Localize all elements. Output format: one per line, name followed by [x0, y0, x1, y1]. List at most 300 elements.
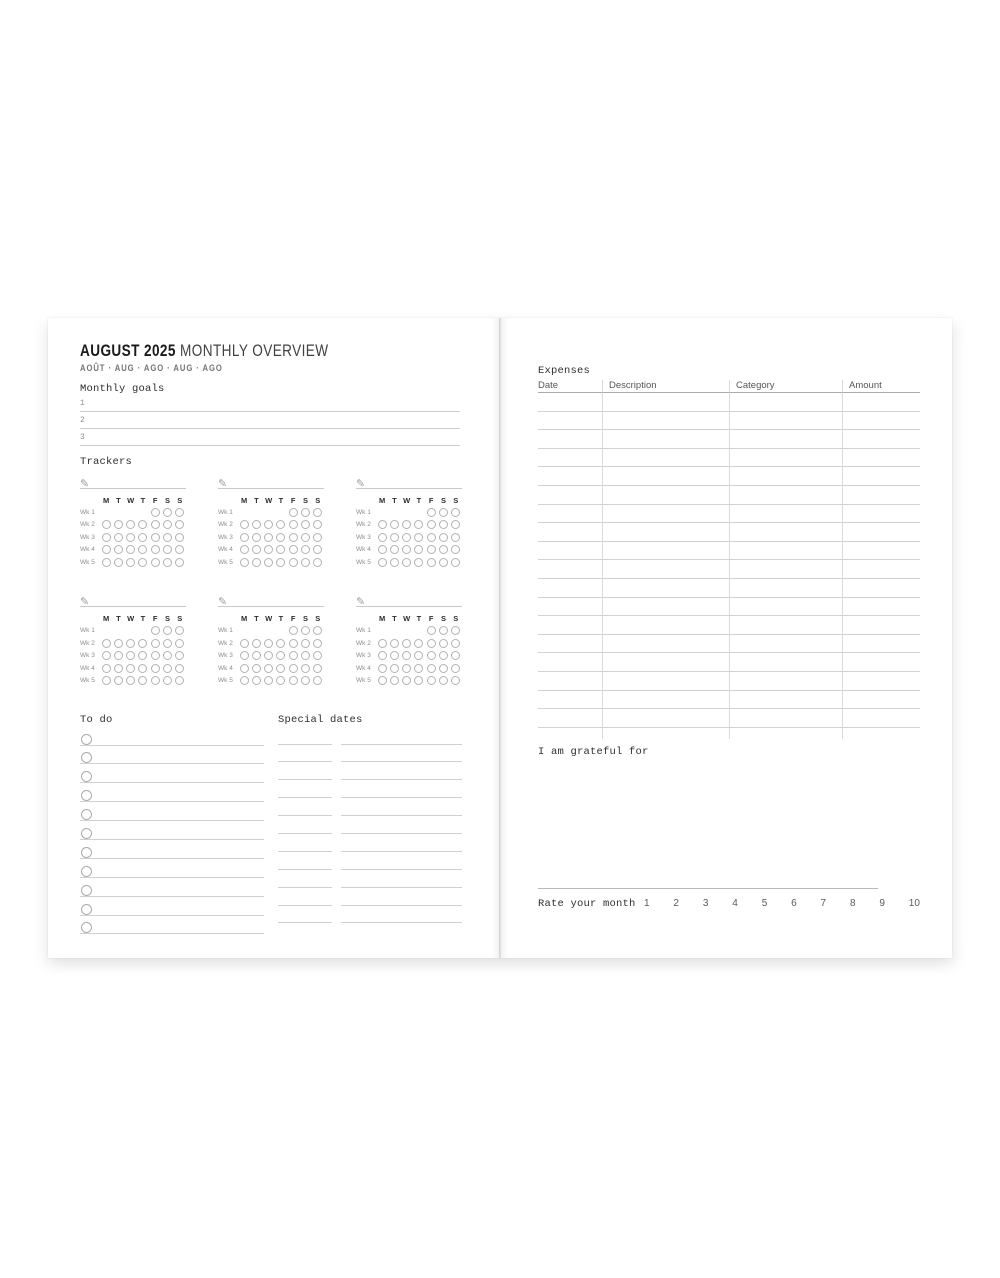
tracker-block [356, 592, 462, 686]
tracker-day-cell [275, 664, 287, 673]
special-dates-rows [278, 727, 462, 924]
tracker-week-row [80, 556, 186, 568]
tracker-day-cell [437, 626, 449, 635]
week-label: Wk 4 [80, 664, 95, 672]
rate-number: 4 [732, 897, 738, 909]
expenses-cell [538, 542, 602, 561]
tracker-circle [114, 545, 123, 554]
tracker-day-cell [425, 520, 437, 529]
tracker-circle [390, 676, 399, 685]
tracker-day-cell [112, 545, 124, 554]
todo-checkbox-circle [81, 752, 92, 763]
tracker-circle [175, 651, 184, 660]
day-header: M [241, 495, 248, 505]
rate-row [538, 898, 920, 910]
tracker-circle [301, 508, 310, 517]
tracker-circle [114, 558, 123, 567]
expenses-cell [538, 430, 602, 449]
tracker-circle [264, 664, 273, 673]
tracker-day-cell [450, 508, 462, 517]
tracker-circle [402, 651, 411, 660]
tracker-day-cell [425, 558, 437, 567]
rate-number: 3 [702, 897, 709, 909]
day-header: T [278, 614, 284, 624]
tracker-day-cell [437, 520, 449, 529]
tracker-circle [390, 520, 399, 529]
todo-row [80, 916, 264, 935]
expenses-cell [538, 653, 602, 672]
todo-checkbox-circle [81, 847, 92, 858]
tracker-circle [151, 639, 160, 648]
special-date-date-line [278, 834, 332, 852]
tracker-day-cell [437, 639, 449, 648]
tracker-day-cell [437, 651, 449, 660]
tracker-day-cell [161, 545, 173, 554]
tracker-circle [289, 651, 298, 660]
tracker-day-cell [450, 664, 462, 673]
day-header: S [440, 614, 446, 624]
tracker-day-cell [450, 533, 462, 542]
rate-your-month-section [538, 888, 920, 910]
tracker-day-cell [287, 508, 299, 517]
tracker-circle [390, 664, 399, 673]
tracker-circle [151, 533, 160, 542]
tracker-day-cell [275, 558, 287, 567]
tracker-circle [138, 520, 147, 529]
expenses-column-header: Amount [842, 380, 920, 393]
tracker-day-cell [312, 508, 324, 517]
tracker-circle [163, 545, 172, 554]
tracker-circle [313, 626, 322, 635]
tracker-circle [390, 639, 399, 648]
monthly-goal-line: 3 [80, 429, 460, 446]
tracker-day-cell [125, 520, 137, 529]
tracker-circle [126, 639, 135, 648]
tracker-day-cell [425, 533, 437, 542]
expenses-cell [538, 486, 602, 505]
tracker-circle [126, 676, 135, 685]
pencil-icon: ✎ [356, 595, 366, 609]
tracker-week-row [80, 519, 186, 531]
tracker-day-cell [100, 545, 112, 554]
tracker-circle [163, 639, 172, 648]
pencil-icon: ✎ [218, 477, 228, 490]
week-label: Wk 5 [356, 676, 371, 684]
day-header: W [127, 614, 135, 624]
monthly-goals-label: Monthly goals [80, 383, 165, 395]
tracker-circle [427, 664, 436, 673]
tracker-circle [126, 520, 135, 529]
day-header: S [302, 495, 308, 505]
tracker-name-line [356, 592, 462, 607]
special-date-date-line [278, 780, 332, 798]
week-label: Wk 5 [218, 558, 233, 566]
tracker-day-cell [250, 545, 262, 554]
tracker-circle [451, 651, 460, 660]
todo-checkbox-circle [81, 790, 92, 801]
tracker-week-row [356, 674, 462, 686]
day-header: W [403, 614, 411, 624]
tracker-day-cell [425, 664, 437, 673]
tracker-day-cell [450, 676, 462, 685]
tracker-week-row [356, 625, 462, 637]
tracker-day-cell [287, 558, 299, 567]
day-header: T [278, 495, 284, 505]
tracker-grid [80, 474, 462, 687]
tracker-day-cell [450, 558, 462, 567]
tracker-circle [427, 651, 436, 660]
tracker-circle [276, 676, 285, 685]
todo-checkbox-circle [81, 809, 92, 820]
expenses-column-header: Category [729, 380, 842, 393]
tracker-block [218, 474, 324, 568]
expenses-cell [842, 449, 920, 468]
expenses-cell [538, 467, 602, 486]
tracker-day-cell [161, 676, 173, 685]
expenses-cell [729, 616, 842, 635]
tracker-week-row [218, 674, 324, 686]
tracker-day-cell [174, 508, 186, 517]
tracker-day-cell [425, 639, 437, 648]
tracker-name-line [218, 474, 324, 489]
tracker-name-line [80, 592, 186, 607]
tracker-circle [439, 508, 448, 517]
expenses-cell [538, 449, 602, 468]
rate-number: 2 [673, 897, 679, 909]
tracker-circle [427, 545, 436, 554]
tracker-circle [138, 639, 147, 648]
tracker-circle [175, 664, 184, 673]
monthly-goal-line: 2 [80, 412, 460, 429]
rate-divider-line [538, 888, 878, 889]
expenses-cell [538, 523, 602, 542]
expenses-cell [729, 542, 842, 561]
tracker-day-cell [413, 639, 425, 648]
tracker-day-cell [149, 545, 161, 554]
todo-checkbox-circle [81, 866, 92, 877]
tracker-day-cell [137, 533, 149, 542]
expenses-cell [729, 393, 842, 412]
tracker-circle [414, 651, 423, 660]
week-label: Wk 1 [80, 627, 95, 635]
tracker-circle [163, 626, 172, 635]
tracker-day-cell [174, 639, 186, 648]
rate-number: 9 [879, 897, 885, 909]
day-header: F [428, 495, 434, 505]
expenses-cell [602, 709, 729, 728]
tracker-circle [276, 545, 285, 554]
todo-row [80, 727, 264, 746]
tracker-day-cell [137, 558, 149, 567]
planner-spread [48, 318, 952, 958]
tracker-day-cell [238, 520, 250, 529]
expenses-cell [602, 616, 729, 635]
tracker-day-cell [287, 651, 299, 660]
expenses-cell [842, 691, 920, 710]
todo-row [80, 840, 264, 859]
week-label: Wk 2 [356, 521, 371, 529]
expenses-cell [842, 412, 920, 431]
tracker-week-row [80, 506, 186, 518]
tracker-circle [252, 520, 261, 529]
day-header: T [416, 495, 422, 505]
tracker-circle [451, 545, 460, 554]
day-header: S [453, 495, 459, 505]
expenses-cell [729, 486, 842, 505]
tracker-day-header-row [80, 612, 186, 624]
tracker-circle [240, 676, 249, 685]
tracker-circle [151, 520, 160, 529]
tracker-day-cell [450, 626, 462, 635]
tracker-circle [102, 533, 111, 542]
tracker-day-cell [250, 520, 262, 529]
tracker-day-cell [376, 520, 388, 529]
tracker-day-cell [425, 545, 437, 554]
expenses-cell [538, 505, 602, 524]
tracker-circle [240, 533, 249, 542]
tracker-day-cell [161, 533, 173, 542]
tracker-circle [126, 545, 135, 554]
tracker-circle [252, 545, 261, 554]
tracker-day-cell [263, 558, 275, 567]
tracker-day-cell [299, 676, 311, 685]
rate-number: 6 [791, 897, 797, 909]
tracker-circle [427, 558, 436, 567]
expenses-cell [602, 560, 729, 579]
day-header: W [403, 495, 411, 505]
tracker-week-row [356, 650, 462, 662]
tracker-day-cell [275, 651, 287, 660]
tracker-circle [252, 651, 261, 660]
tracker-circle [439, 664, 448, 673]
tracker-day-cell [376, 639, 388, 648]
tracker-day-cell [100, 651, 112, 660]
week-label: Wk 3 [356, 533, 371, 541]
tracker-name-line [356, 474, 462, 489]
expenses-cell [538, 616, 602, 635]
week-label: Wk 3 [80, 652, 95, 660]
tracker-day-cell [125, 664, 137, 673]
todo-row [80, 897, 264, 916]
day-header: S [453, 614, 459, 624]
tracker-circle [451, 664, 460, 673]
tracker-day-cell [161, 639, 173, 648]
week-label: Wk 3 [218, 533, 233, 541]
tracker-name-line [218, 592, 324, 607]
tracker-week-row [356, 506, 462, 518]
tracker-circle [378, 520, 387, 529]
expenses-cell [842, 635, 920, 654]
tracker-week-row [218, 519, 324, 531]
expenses-cell [842, 542, 920, 561]
tracker-circle [240, 639, 249, 648]
tracker-circle [439, 626, 448, 635]
week-label: Wk 2 [218, 639, 233, 647]
week-label: Wk 4 [356, 664, 371, 672]
tracker-circle [313, 508, 322, 517]
expenses-cell [729, 412, 842, 431]
tracker-circle [289, 520, 298, 529]
expenses-cell [842, 672, 920, 691]
tracker-day-cell [299, 639, 311, 648]
tracker-day-cell [250, 664, 262, 673]
tracker-circle [301, 533, 310, 542]
tracker-day-cell [401, 639, 413, 648]
expenses-cell [729, 691, 842, 710]
expenses-cell [602, 672, 729, 691]
tracker-day-cell [287, 639, 299, 648]
day-header: T [392, 614, 397, 624]
tracker-day-cell [149, 626, 161, 635]
expenses-cell [842, 486, 920, 505]
tracker-day-cell [450, 639, 462, 648]
expenses-cell [729, 579, 842, 598]
tracker-circle [427, 676, 436, 685]
tracker-circle [151, 626, 160, 635]
special-date-date-line [278, 906, 332, 924]
tracker-day-cell [299, 558, 311, 567]
expenses-cell [602, 467, 729, 486]
tracker-circle [151, 558, 160, 567]
day-header: F [290, 495, 296, 505]
tracker-day-cell [299, 545, 311, 554]
tracker-circle [451, 639, 460, 648]
tracker-day-cell [388, 639, 400, 648]
tracker-circle [240, 520, 249, 529]
day-header: T [116, 614, 121, 624]
expenses-cell [729, 430, 842, 449]
tracker-circle [175, 545, 184, 554]
tracker-circle [439, 651, 448, 660]
tracker-day-cell [312, 676, 324, 685]
tracker-day-header-row [356, 494, 462, 506]
tracker-day-cell [287, 533, 299, 542]
expenses-cell [842, 430, 920, 449]
tracker-day-cell [299, 651, 311, 660]
tracker-circle [126, 533, 135, 542]
tracker-circle [414, 676, 423, 685]
tracker-day-cell [425, 626, 437, 635]
tracker-day-cell [299, 520, 311, 529]
tracker-day-cell [174, 676, 186, 685]
tracker-circle [276, 533, 285, 542]
tracker-week-grid [356, 612, 462, 686]
left-page [48, 318, 500, 958]
expenses-cell [842, 709, 920, 728]
tracker-circle [378, 639, 387, 648]
tracker-block [218, 592, 324, 686]
expenses-cell [842, 616, 920, 635]
day-header: W [265, 614, 273, 624]
tracker-day-cell [161, 664, 173, 673]
tracker-circle [289, 626, 298, 635]
tracker-day-cell [238, 664, 250, 673]
tracker-week-row [80, 637, 186, 649]
tracker-circle [252, 639, 261, 648]
expenses-cell [729, 709, 842, 728]
tracker-day-cell [100, 533, 112, 542]
tracker-day-cell [275, 545, 287, 554]
expenses-cell [729, 598, 842, 617]
tracker-circle [439, 520, 448, 529]
tracker-circle [301, 520, 310, 529]
tracker-day-cell [161, 626, 173, 635]
tracker-week-row [356, 519, 462, 531]
special-date-row [278, 888, 462, 906]
tracker-week-row [356, 531, 462, 543]
tracker-circle [138, 545, 147, 554]
day-header: T [254, 495, 259, 505]
tracker-day-cell [376, 545, 388, 554]
tracker-day-cell [376, 558, 388, 567]
tracker-circle [414, 639, 423, 648]
todo-row [80, 746, 264, 765]
special-date-date-line [278, 870, 332, 888]
day-header: S [164, 614, 170, 624]
day-header: S [164, 495, 170, 505]
tracker-day-cell [376, 664, 388, 673]
tracker-circle [301, 558, 310, 567]
tracker-day-cell [287, 520, 299, 529]
tracker-day-cell [401, 664, 413, 673]
day-header: S [302, 614, 308, 624]
expenses-open-cell [842, 728, 920, 739]
week-label: Wk 4 [218, 546, 233, 554]
tracker-day-cell [401, 533, 413, 542]
special-date-date-line [278, 798, 332, 816]
tracker-circle [114, 639, 123, 648]
title-section: MONTHLY OVERVIEW [180, 341, 329, 360]
tracker-day-cell [437, 533, 449, 542]
day-header: T [116, 495, 121, 505]
tracker-circle [252, 533, 261, 542]
tracker-circle [151, 508, 160, 517]
tracker-circle [313, 676, 322, 685]
tracker-circle [138, 676, 147, 685]
tracker-day-cell [287, 664, 299, 673]
day-header: S [177, 614, 183, 624]
tracker-day-cell [263, 520, 275, 529]
tracker-day-cell [413, 533, 425, 542]
tracker-circle [138, 651, 147, 660]
tracker-day-cell [250, 558, 262, 567]
tracker-circle [163, 664, 172, 673]
special-date-row [278, 834, 462, 852]
special-date-row [278, 727, 462, 745]
expenses-cell [729, 672, 842, 691]
tracker-circle [378, 676, 387, 685]
tracker-day-cell [174, 558, 186, 567]
tracker-day-cell [413, 676, 425, 685]
expenses-cell [842, 653, 920, 672]
week-label: Wk 5 [356, 558, 371, 566]
tracker-circle [264, 520, 273, 529]
tracker-circle [313, 664, 322, 673]
tracker-circle [264, 558, 273, 567]
tracker-circle [276, 664, 285, 673]
tracker-circle [451, 533, 460, 542]
tracker-day-cell [137, 545, 149, 554]
tracker-day-cell [437, 664, 449, 673]
tracker-day-cell [425, 651, 437, 660]
tracker-circle [378, 651, 387, 660]
tracker-circle [114, 651, 123, 660]
tracker-circle [175, 676, 184, 685]
tracker-circle [138, 664, 147, 673]
special-date-text-line [341, 727, 462, 745]
todo-special-dates-section [80, 714, 462, 935]
day-header: T [416, 614, 422, 624]
